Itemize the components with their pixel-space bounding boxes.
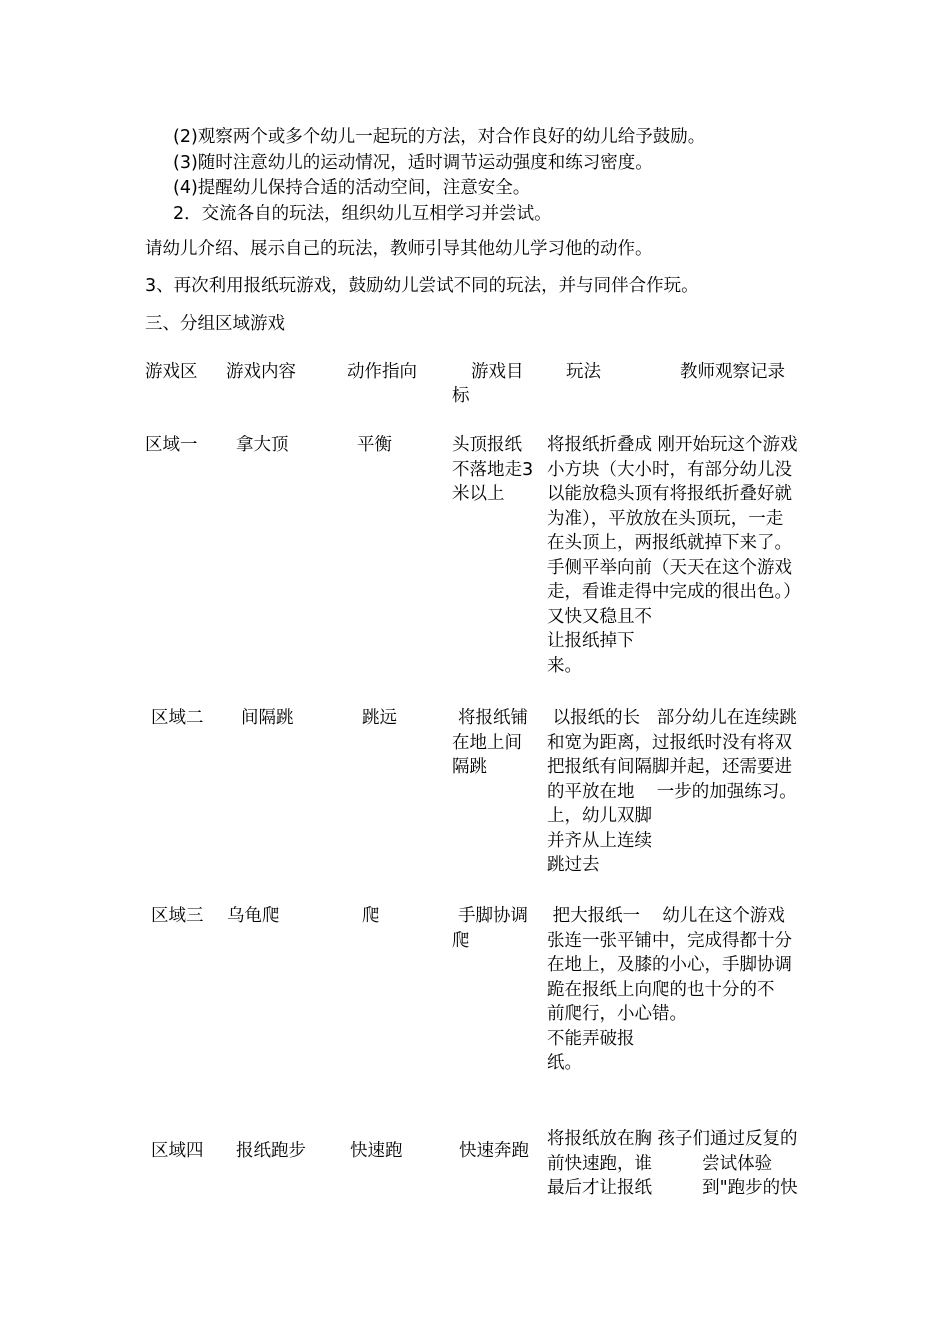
table-row-4-method-observation: 将报纸放在胸 孩子们通过反复的 前快速跑，谁 尝试体验 最后才让报纸 到"跑步的快 — [547, 1129, 798, 1198]
table-row-2-method-observation: 以报纸的长 部分幼儿在连续跳 和宽为距离，过报纸时没有将双 把报纸有间隔脚并起，还需要进 的平放在地 一步的加强练习。 上，幼儿双脚 并齐从上连续 跳过去 — [547, 708, 797, 875]
table-row-2-action: 跳远 — [362, 708, 397, 728]
table-row-4-content: 报纸跑步 — [236, 1141, 306, 1161]
table-row-3-goal: 手脚协调 爬 — [452, 906, 528, 951]
section-heading-group-zone-games: 三、分组区域游戏 — [145, 314, 285, 334]
table-row-1-action: 平衡 — [357, 435, 392, 455]
paragraph-monitor-exercise: (3)随时注意幼儿的运动情况，适时调节运动强度和练习密度。 — [173, 153, 653, 173]
table-row-2-goal: 将报纸铺 在地上间 隔跳 — [452, 708, 528, 777]
table-header-method: 玩法 — [566, 362, 601, 382]
paragraph-play-again: 3、再次利用报纸玩游戏，鼓励幼儿尝试不同的玩法，并与同伴合作玩。 — [145, 276, 699, 296]
table-header-zone: 游戏区 — [145, 362, 198, 382]
table-header-goal: 游戏目 — [471, 362, 524, 382]
table-row-1-goal: 头顶报纸 不落地走3 米以上 — [452, 435, 534, 504]
table-row-4-zone: 区域四 — [151, 1141, 204, 1161]
table-row-1-zone: 区域一 — [145, 435, 198, 455]
table-row-2-zone: 区域二 — [151, 708, 204, 728]
table-row-4-goal: 快速奔跑 — [459, 1141, 529, 1161]
paragraph-children-introduce: 请幼儿介绍、展示自己的玩法，教师引导其他幼儿学习他的动作。 — [145, 239, 653, 259]
table-header-observation: 教师观察记录 — [680, 362, 785, 382]
table-row-1-method-observation: 将报纸折叠成 刚开始玩这个游戏 小方块（大小时，有部分幼儿没 以能放稳头顶有将报纸折叠好就 为准），平放放在头顶玩，一走 在头顶上，两报纸就掉下来了。 手侧平举向前（天天在这个游戏 走，看谁走得中完成的很出色。） 又快又稳且不 让报纸掉下 来。 — [547, 435, 801, 676]
table-row-3-zone: 区域三 — [151, 906, 204, 926]
table-header-content: 游戏内容 — [226, 362, 296, 382]
table-header-action: 动作指向 — [347, 362, 417, 382]
table-row-1-content: 拿大顶 — [236, 435, 289, 455]
table-row-3-method-observation: 把大报纸一 幼儿在这个游戏 张连一张平铺中，完成得都十分 在地上，及膝的小心，手脚协调 跪在报纸上向爬的也十分的不 前爬行，小心错。 不能弄破报 纸。 — [547, 906, 792, 1073]
table-row-3-action: 爬 — [362, 906, 380, 926]
table-header-goal-cont: 标 — [452, 386, 470, 406]
table-row-2-content: 间隔跳 — [241, 708, 294, 728]
paragraph-observe-cooperation: (2)观察两个或多个幼儿一起玩的方法，对合作良好的幼儿给予鼓励。 — [173, 127, 706, 147]
table-row-3-content: 乌龟爬 — [227, 906, 280, 926]
table-row-4-action: 快速跑 — [350, 1141, 403, 1161]
paragraph-safety-reminder: (4)提醒幼儿保持合适的活动空间，注意安全。 — [173, 178, 531, 198]
paragraph-exchange-methods: 2．交流各自的玩法，组织幼儿互相学习并尝试。 — [173, 204, 552, 224]
